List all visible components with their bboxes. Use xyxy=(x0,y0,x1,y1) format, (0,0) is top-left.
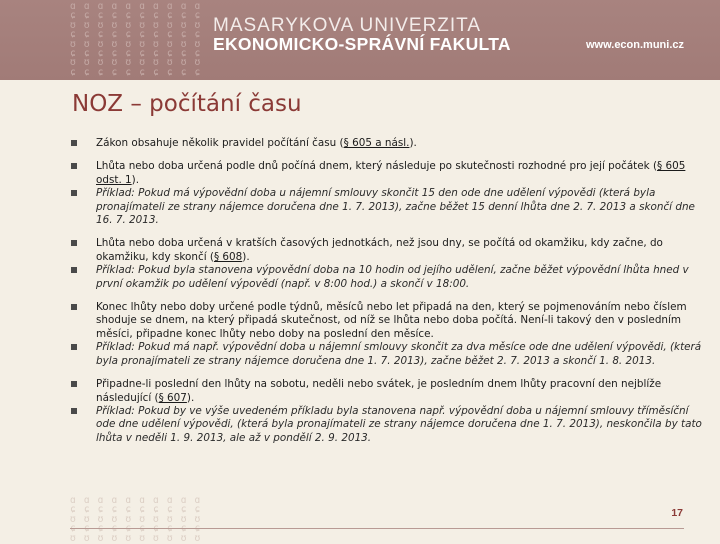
item-text: Lhůta nebo doba určená v kratších časových jednotkách, než jsou dny, se počítá od okamžiku, kdy začne, do okamžiku, kdy skončí ( xyxy=(96,237,663,263)
list-item xyxy=(70,237,705,264)
faculty-name: EKONOMICKO-SPRÁVNÍ FAKULTA xyxy=(213,34,511,54)
example-item xyxy=(70,264,705,291)
item-text: Lhůta nebo doba určená podle dnů počíná dnem, který následuje po skutečnosti rozhodné pro její počátek ( xyxy=(96,160,658,173)
example-item xyxy=(70,187,705,227)
footer-divider xyxy=(70,528,684,529)
item-text: Příklad: Pokud má výpovědní doba u nájemní smlouvy skončit 15 den ode dne udělení výpovědi (která byla pronajímateli ze strany nájemce doručena dne 1. 7. 2013), začne běžet 15 denní lhůta dne 2. 7. 2013 a skončí dne 16. 7. 2013. xyxy=(96,187,695,227)
item-text: Příklad: Pokud by ve výše uvedeném příkladu byla stanovena např. výpovědní doba u nájemní smlouvy tříměsíční ode dne udělení výpovědi, (která byla pronajímateli ze strany nájemce doručena dne 1. 7. 2013), neskončila by tato lhůta v neděli 1. 9. 2013, ale až v pondělí 2. 9. 2013. xyxy=(96,404,702,444)
item-text: ). xyxy=(242,250,250,263)
slide-title: NOZ – počítání času xyxy=(72,91,302,117)
law-reference-link[interactable]: § 605 odst. 1 xyxy=(96,160,686,186)
item-text: ). xyxy=(186,391,195,404)
bullet-icon xyxy=(71,304,77,310)
bullet-icon xyxy=(71,381,77,387)
list-item xyxy=(70,378,705,405)
example-item xyxy=(70,341,705,368)
bullet-icon xyxy=(71,240,77,246)
item-text: Příklad: Pokud byla stanovena výpovědní doba na 10 hodin od jejího udělení, začne běžet výpovědní lhůta hned v první okamžik po udělení výpovědí (např. v 8:00 hod.) a skončí v 18:00. xyxy=(96,264,689,290)
item-text: Příklad: Pokud má např. výpovědní doba u nájemní smlouvy skončit za dva měsíce ode dne udělení výpovědi, (která byla pronajímateli ze strany nájemce doručena dne 1. 7. 2013), začne běžet 2. 7. 2013 a skončí 1. 8. 2013. xyxy=(96,341,702,367)
slide-content xyxy=(70,137,705,445)
list-item xyxy=(70,160,705,187)
example-item xyxy=(70,405,705,445)
law-reference-link[interactable]: § 607 xyxy=(158,391,187,404)
website-url[interactable]: www.econ.muni.cz xyxy=(586,39,684,51)
item-text: ). xyxy=(131,173,140,186)
header-banner xyxy=(0,0,720,80)
bullet-icon xyxy=(71,408,77,414)
law-reference-link[interactable]: § 608 xyxy=(213,250,243,263)
footer-pattern: ɑ ɑ ɑ ɑ ɑ ɑ ɑ ɑ ɑ ɑ ɕ ɕ ɕ ɕ ɕ ɕ ɕ ɕ ɕ ɕ ʊ ʊ ʊ ʊ ʊ ʊ ʊ ʊ ʊ ʊ ʊ ʊ ʊ ʊ ʊ ʊ ʊ ʊ ʊ ʊ xyxy=(70,495,202,544)
university-name: MASARYKOVA UNIVERZITA xyxy=(213,15,482,36)
list-item xyxy=(70,137,705,150)
bullet-icon xyxy=(71,267,77,273)
list-item xyxy=(70,301,705,341)
item-text: Zákon obsahuje několik pravidel počítání času ( xyxy=(96,137,344,149)
bullet-icon xyxy=(71,344,77,350)
item-text: Konec lhůty nebo doby určené podle týdnů, měsíců nebo let připadá na den, který se pojmenováním nebo číslem shoduje se dnem, na který připadá skutečnost, od níž se lhůta nebo doba počítá. Není-li takový den v posledním měsíci, připadne konec lhůty nebo doby na poslední den měsíce. xyxy=(96,301,687,340)
bullet-icon xyxy=(71,163,77,169)
page-number: 17 xyxy=(671,507,683,519)
logo-pattern: ɑ ɑ ɑ ɑ ɑ ɑ ɑ ɑ ɑ ɑ ɕ ɕ ɕ ɕ ɕ ɕ ɕ ɕ ɕ ɕ ʊ ʊ ʊ ʊ ʊ ʊ ʊ ʊ ʊ ʊ ɕ ɕ ɕ ɕ ɕ ɕ ɕ ɕ ɕ ɕ ʊ ʊ ʊ ʊ ʊ ʊ ʊ ʊ ʊ ʊ ɕ ɕ ɕ ɕ ɕ ɕ ɕ ɕ ɕ ɕ ʊ ʊ ʊ ʊ ʊ ʊ ʊ ʊ ʊ ʊ ɕ ɕ ɕ ɕ ɕ ɕ ɕ ɕ ɕ ɕ xyxy=(70,1,202,78)
bullet-icon xyxy=(71,190,77,196)
law-reference-link[interactable]: § 605 a násl. xyxy=(343,137,410,149)
bullet-icon xyxy=(71,140,77,146)
item-text: ). xyxy=(409,137,417,149)
item-text: Připadne-li poslední den lhůty na sobotu, neděli nebo svátek, je posledním dnem lhůty pracovní den nejblíže následující ( xyxy=(96,378,662,404)
